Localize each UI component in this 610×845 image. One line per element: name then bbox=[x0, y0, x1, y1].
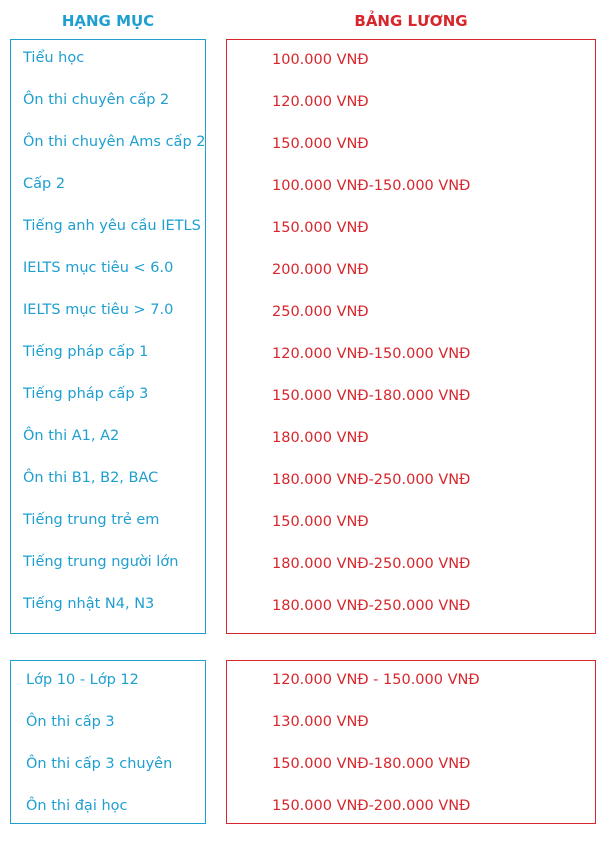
category-box-secondary bbox=[10, 660, 206, 824]
category-cell: Cấp 2 bbox=[23, 176, 66, 192]
salary-cell: 130.000 VNĐ bbox=[272, 714, 369, 730]
category-cell: Tiếng trung người lớn bbox=[23, 554, 179, 570]
category-cell: Ôn thi đại học bbox=[26, 798, 128, 814]
salary-cell: 180.000 VNĐ bbox=[272, 430, 369, 446]
category-cell: Ôn thi chuyên Ams cấp 2 bbox=[23, 134, 206, 150]
salary-cell: 120.000 VNĐ bbox=[272, 94, 369, 110]
salary-box-secondary bbox=[226, 660, 596, 824]
salary-cell: 120.000 VNĐ - 150.000 VNĐ bbox=[272, 672, 480, 688]
salary-cell: 150.000 VNĐ bbox=[272, 220, 369, 236]
salary-cell: 100.000 VNĐ-150.000 VNĐ bbox=[272, 178, 471, 194]
category-cell: Ôn thi A1, A2 bbox=[23, 428, 120, 444]
category-box-primary bbox=[10, 39, 206, 634]
category-cell: Tiếng pháp cấp 3 bbox=[23, 386, 149, 402]
category-cell: Ôn thi B1, B2, BAC bbox=[23, 470, 159, 486]
category-cell: Tiểu học bbox=[23, 50, 85, 66]
category-header: HẠNG MỤC bbox=[61, 12, 155, 30]
salary-cell: 150.000 VNĐ bbox=[272, 514, 369, 530]
salary-cell: 250.000 VNĐ bbox=[272, 304, 369, 320]
category-cell: IELTS mục tiêu < 6.0 bbox=[23, 260, 174, 276]
salary-cell: 150.000 VNĐ-200.000 VNĐ bbox=[272, 798, 471, 814]
salary-cell: 100.000 VNĐ bbox=[272, 52, 369, 68]
salary-cell: 150.000 VNĐ bbox=[272, 136, 369, 152]
salary-cell: 120.000 VNĐ-150.000 VNĐ bbox=[272, 346, 471, 362]
category-cell: Lớp 10 - Lớp 12 bbox=[26, 672, 139, 688]
salary-cell: 180.000 VNĐ-250.000 VNĐ bbox=[272, 556, 471, 572]
category-cell: Ôn thi cấp 3 bbox=[26, 714, 115, 730]
salary-cell: 150.000 VNĐ-180.000 VNĐ bbox=[272, 756, 471, 772]
category-cell: Tiếng trung trẻ em bbox=[23, 512, 160, 528]
salary-header: BẢNG LƯƠNG bbox=[354, 12, 468, 30]
category-cell: Tiếng pháp cấp 1 bbox=[23, 344, 149, 360]
category-cell: Ôn thi cấp 3 chuyên bbox=[26, 756, 173, 772]
category-cell: Ôn thi chuyên cấp 2 bbox=[23, 92, 170, 108]
salary-cell: 150.000 VNĐ-180.000 VNĐ bbox=[272, 388, 471, 404]
salary-cell: 180.000 VNĐ-250.000 VNĐ bbox=[272, 598, 471, 614]
category-cell: Tiếng nhật N4, N3 bbox=[23, 596, 155, 612]
salary-cell: 180.000 VNĐ-250.000 VNĐ bbox=[272, 472, 471, 488]
category-cell: Tiếng anh yêu cầu IETLS bbox=[23, 218, 201, 234]
salary-box-primary bbox=[226, 39, 596, 634]
salary-cell: 200.000 VNĐ bbox=[272, 262, 369, 278]
category-cell: IELTS mục tiêu > 7.0 bbox=[23, 302, 174, 318]
